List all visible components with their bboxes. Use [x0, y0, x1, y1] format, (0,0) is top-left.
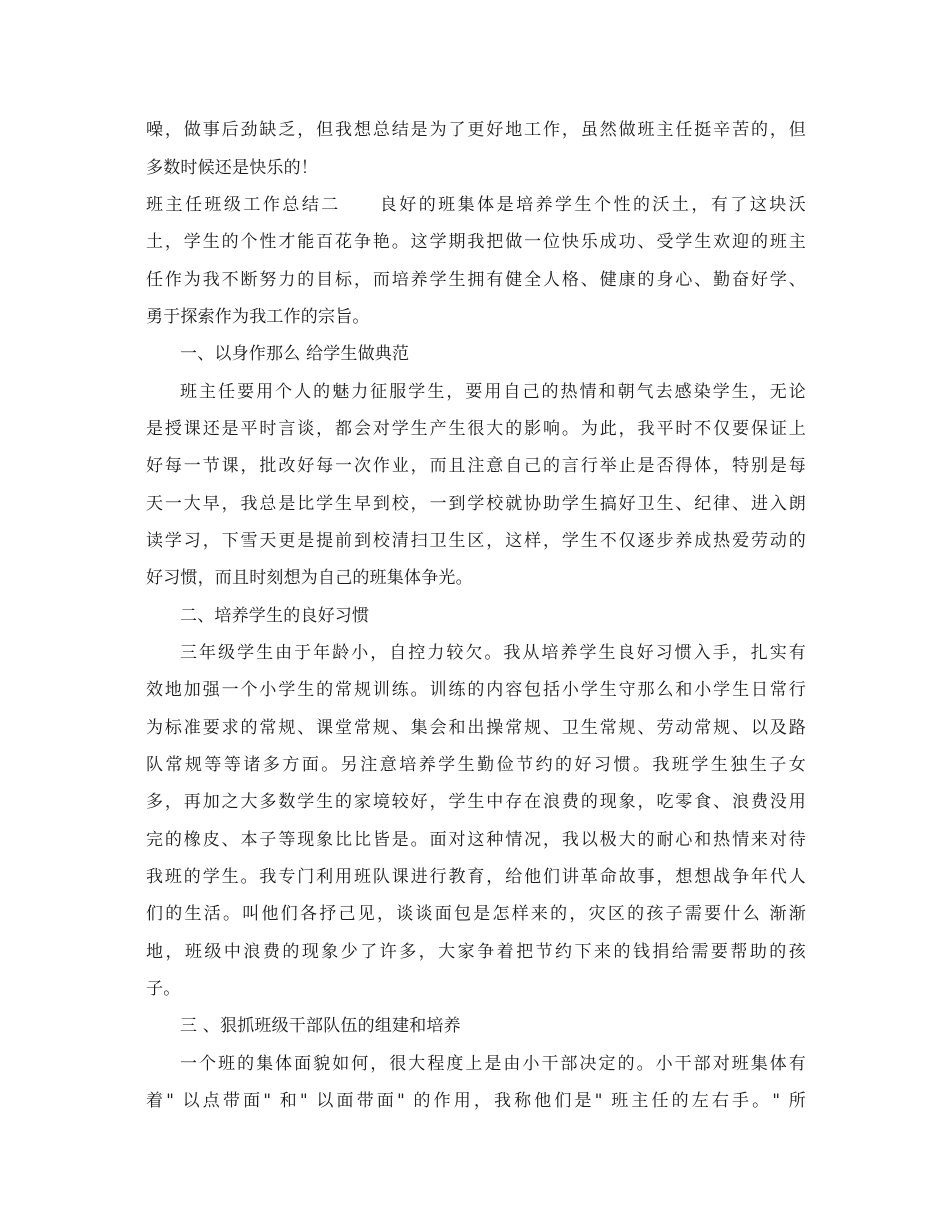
paragraph-line: 噪，做事后劲缺乏，但我想总结是为了更好地工作，虽然做班主任挺辛苦的，但 — [146, 120, 806, 140]
paragraph-line: 班主任班级工作总结二 良好的班集体是培养学生个性的沃土，有了这块沃 — [146, 195, 806, 215]
paragraph-line: 是授课还是平时言谈，都会对学生产生很大的影响。为此，我平时不仅要保证上 — [146, 419, 806, 439]
section-heading: 一、以身作那么 给学生做典范 — [180, 344, 410, 364]
paragraph-line: 好每一节课，批改好每一次作业，而且注意自己的言行举止是否得体，特别是每 — [146, 456, 806, 476]
paragraph-line: 们的生活。叫他们各抒己见，谈谈面包是怎样来的，灾区的孩子需要什么 渐渐 — [146, 904, 806, 924]
paragraph-line: 我班的学生。我专门利用班队课进行教育，给他们讲革命故事，想想战争年代人 — [146, 867, 806, 887]
paragraph-line: 地，班级中浪费的现象少了许多，大家争着把节约下来的钱捐给需要帮助的孩 — [146, 942, 806, 962]
section-heading: 三 、狠抓班级干部队伍的组建和培养 — [180, 1016, 461, 1036]
paragraph-line: 土，学生的个性才能百花争艳。这学期我把做一位快乐成功、受学生欢迎的班主 — [146, 232, 806, 252]
paragraph-line: 子。 — [146, 979, 181, 999]
paragraph-line: 任作为我不断努力的目标，而培养学生拥有健全人格、健康的身心、勤奋好学、 — [146, 270, 806, 290]
paragraph-line: 多，再加之大多数学生的家境较好，学生中存在浪费的现象，吃零食、浪费没用 — [146, 792, 806, 812]
paragraph-line: 队常规等等诸多方面。另注意培养学生勤俭节约的好习惯。我班学生独生子女 — [146, 755, 806, 775]
paragraph-line: 一个班的集体面貌如何，很大程度上是由小干部决定的。小干部对班集体有 — [180, 1054, 806, 1074]
paragraph-line: 效地加强一个小学生的常规训练。训练的内容包括小学生守那么和小学生日常行 — [146, 680, 806, 700]
paragraph-line: 三年级学生由于年龄小，自控力较欠。我从培养学生良好习惯入手，扎实有 — [180, 643, 806, 663]
paragraph-line: 为标准要求的常规、课堂常规、集会和出操常规、卫生常规、劳动常规、以及路 — [146, 718, 806, 738]
paragraph-line: 好习惯，而且时刻想为自己的班集体争光。 — [146, 568, 473, 588]
paragraph-line: 勇于探索作为我工作的宗旨。 — [146, 307, 370, 327]
section-heading: 二、培养学生的良好习惯 — [180, 606, 370, 626]
paragraph-line: 读学习，下雪天更是提前到校清扫卫生区，这样，学生不仅逐步养成热爱劳动的 — [146, 531, 806, 551]
paragraph-line: 天一大早，我总是比学生早到校，一到学校就协助学生搞好卫生、纪律、进入朗 — [146, 494, 806, 514]
paragraph-line: 完的橡皮、本子等现象比比皆是。面对这种情况，我以极大的耐心和热情来对待 — [146, 830, 806, 850]
paragraph-line: 着" 以点带面" 和" 以面带面" 的作用，我称他们是" 班主任的左右手。" 所 — [146, 1091, 806, 1111]
paragraph-line: 多数时候还是快乐的！ — [146, 158, 318, 178]
paragraph-line: 班主任要用个人的魅力征服学生，要用自己的热情和朝气去感染学生，无论 — [180, 382, 806, 402]
